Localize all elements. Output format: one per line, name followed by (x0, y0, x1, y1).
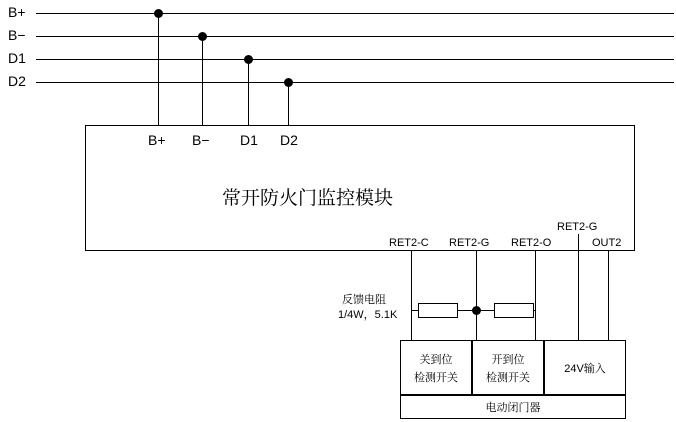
drop-wire-d2 (288, 82, 289, 125)
module-terminal-d1: D1 (240, 132, 258, 148)
open-position-switch-label-line2: 检测开关 (486, 372, 530, 384)
wire-left-switch-down (411, 310, 412, 340)
module-title: 常开防火门监控模块 (222, 188, 394, 209)
module-terminal-bplus: B+ (148, 132, 166, 148)
resistor-caption-line1: 反馈电阻 (342, 294, 386, 306)
wire-mid-switch-down (476, 310, 477, 340)
bus-label-d2: D2 (8, 73, 26, 89)
bus-line-d1 (36, 59, 674, 60)
wire-ret2g-down (476, 251, 477, 310)
close-position-switch-label-line1: 关到位 (419, 354, 453, 366)
extra-terminal-label-ret2g: RET2-G (557, 221, 598, 233)
bus-line-bminus (36, 36, 674, 37)
close-position-switch-label-line2: 检测开关 (414, 372, 458, 384)
bus-line-bplus (36, 13, 674, 14)
bus-label-bplus: B+ (8, 4, 26, 20)
bus-line-d2 (36, 82, 674, 83)
module-terminal-ret2c: RET2-C (389, 237, 429, 249)
bus-label-bminus: B− (8, 27, 26, 43)
power-input-label: 24V输入 (564, 363, 606, 375)
drop-wire-d1 (248, 59, 249, 125)
drop-wire-bminus (202, 36, 203, 125)
module-terminal-out2: OUT2 (592, 237, 622, 249)
drop-wire-bplus (158, 13, 159, 125)
wire-right-switch-down (535, 310, 536, 340)
module-terminal-ret2g: RET2-G (449, 237, 490, 249)
wire-extra-ret2g-down (578, 234, 579, 340)
feedback-resistor-left (418, 303, 458, 318)
junction-dot-bplus (154, 9, 163, 18)
junction-dot-d1 (244, 55, 253, 64)
resistor-caption-line2: 1/4W，5.1K (338, 309, 398, 321)
open-position-switch-label-line1: 开到位 (491, 354, 525, 366)
wire-ret2c-down (411, 251, 412, 310)
module-terminal-ret2o: RET2-O (511, 237, 552, 249)
bus-label-d1: D1 (8, 50, 26, 66)
wire-ret2o-down (535, 251, 536, 310)
door-closer-label: 电动闭门器 (485, 402, 541, 414)
module-terminal-d2: D2 (280, 132, 298, 148)
module-terminal-bminus: B− (192, 132, 210, 148)
junction-dot-bminus (198, 32, 207, 41)
wire-out2-down (608, 251, 609, 340)
feedback-resistor-right (494, 303, 534, 318)
junction-dot-d2 (284, 78, 293, 87)
